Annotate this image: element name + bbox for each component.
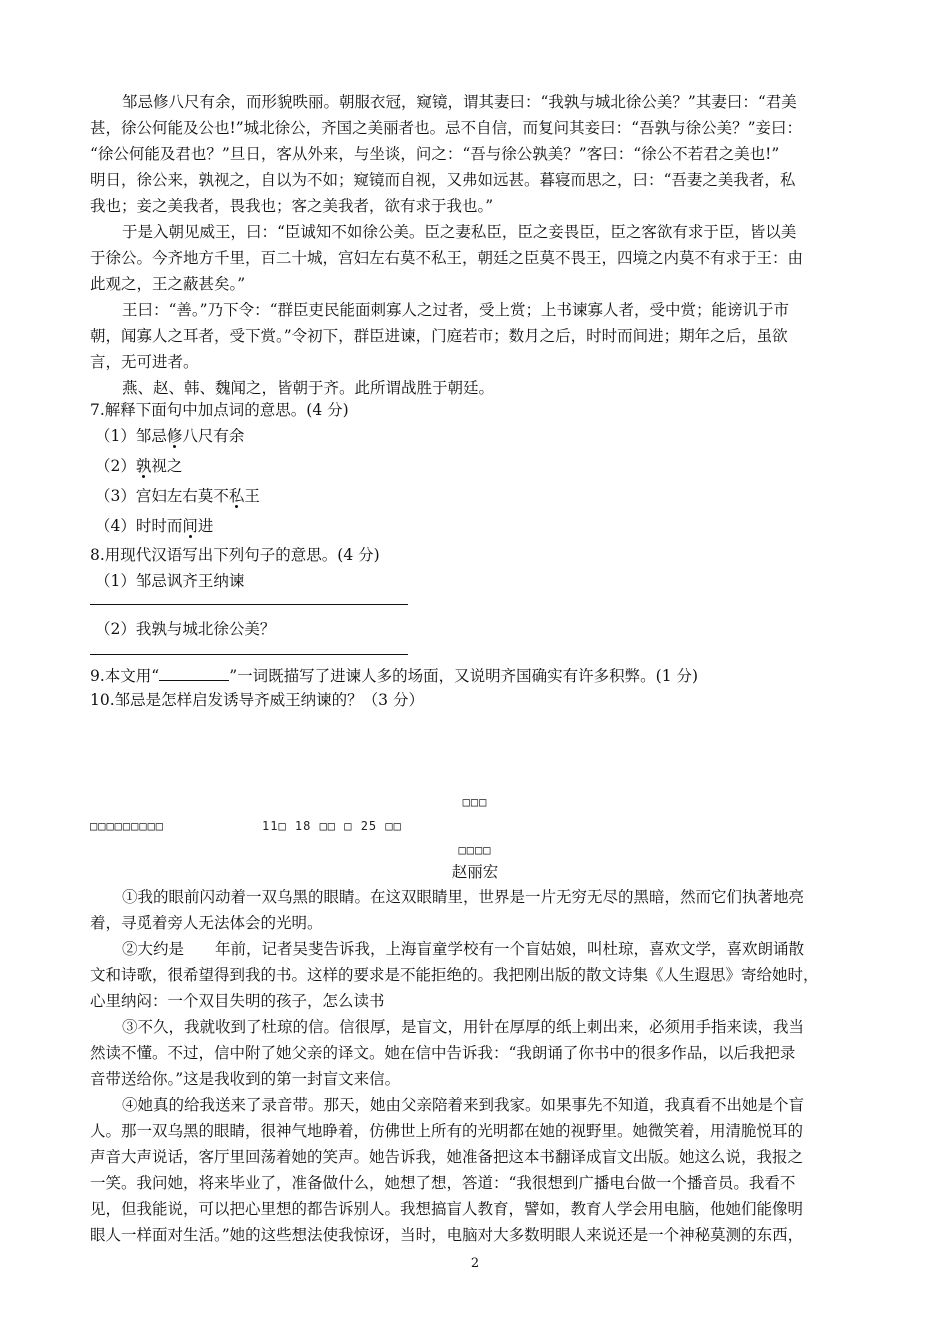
question-7-item-2: （2）孰视之: [95, 457, 183, 475]
question-7-title: 7.解释下面句中加点词的意思。(4 分): [90, 401, 349, 419]
essay-line: ①我的眼前闪动着一双乌黑的眼睛。在这双眼睛里，世界是一片无穷无尽的黑暗，然而它们执著地亮: [122, 888, 805, 906]
section-info-mid: 11□ 18 □□ □ 25 □□: [262, 819, 402, 833]
page-number: 2: [470, 1256, 480, 1271]
question-7-item-3: （3）宫妇左右莫不私王: [95, 487, 260, 505]
question-10: 10.邹忌是怎样启发诱导齐威王纳谏的？（3 分）: [90, 691, 424, 709]
question-8-item-2: （2）我孰与城北徐公美？: [95, 620, 276, 638]
passage-line: 此观之，王之蔽甚矣。”: [90, 275, 246, 293]
passage-line: 甚，徐公何能及公也!”城北徐公，齐国之美丽者也。忌不自信，而复问其妾曰：“吾孰与徐公美？”妾曰：: [90, 119, 803, 137]
fill-blank[interactable]: [159, 664, 229, 681]
passage-line: 燕、赵、韩、魏闻之，皆朝于齐。此所谓战胜于朝廷。: [122, 379, 495, 397]
question-7-item-1: （1）邹忌修八尺有余: [95, 427, 245, 445]
essay-line: 人。那一双乌黑的眼睛，很神气地睁着，仿佛世上所有的光明都在她的视野里。她微笑着，用清脆悦耳的: [90, 1122, 804, 1140]
section-info-left: □□□□□□□□□: [90, 819, 165, 833]
essay-line: ②大约是 年前，记者吴斐告诉我，上海盲童学校有一个盲姑娘，叫杜琼，喜欢文学，喜欢朗诵散: [122, 940, 805, 958]
essay-line: 眼人一样面对生活。”她的这些想法使我惊讶，当时，电脑对大多数明眼人来说还是一个神秘莫测的东西，: [90, 1226, 804, 1244]
dotted-word: 间: [182, 517, 198, 535]
passage-line: 于是入朝见威王，曰：“臣诚知不如徐公美。臣之妻私臣，臣之妾畏臣，臣之客欲有求于臣，皆以美: [122, 223, 797, 241]
answer-line[interactable]: [90, 654, 408, 655]
answer-line[interactable]: [90, 604, 408, 605]
dotted-word: 私: [228, 487, 245, 505]
dotted-word: 孰: [135, 457, 152, 475]
essay-line: 然读不懂。不过，信中附了她父亲的译文。她在信中告诉我：“我朗诵了你书中的很多作品，以后我把录: [90, 1044, 796, 1062]
passage-line: 于徐公。今齐地方千里，百二十城，宫妇左右莫不私王，朝廷之臣莫不畏王，四境之内莫不有求于王：由: [90, 249, 804, 267]
essay-line: 见，但我能说，可以把心里想的都告诉别人。我想搞盲人教育，譬如，教育人学会用电脑，他她们能像明: [90, 1200, 804, 1218]
essay-line: ③不久，我就收到了杜琼的信。信很厚，是盲文，用针在厚厚的纸上刺出来，必须用手指来读，我当: [122, 1018, 805, 1036]
passage-line: 朝，闻寡人之耳者，受下赏。”令初下，群臣进谏，门庭若市；数月之后，时时而间进；期年之后，虽欲: [90, 327, 788, 345]
question-8-title: 8.用现代汉语写出下列句子的意思。(4 分): [90, 546, 380, 564]
essay-line: 声音大声说话，客厅里回荡着她的笑声。她告诉我，她准备把这本书翻译成盲文出版。她这么说，我报之: [90, 1148, 804, 1166]
passage-line: 我也；妾之美我者，畏我也；客之美我者，欲有求于我也。”: [90, 197, 494, 215]
essay-line: 一笑。我问她，将来毕业了，准备做什么，她想了想，答道：“我很想到广播电台做一个播音员。我看不: [90, 1174, 796, 1192]
question-8-item-1: （1）邹忌讽齐王纳谏: [95, 572, 245, 590]
essay-line: 着，寻觅着旁人无法体会的光明。: [90, 914, 323, 932]
question-7-item-4: （4）时时而间进: [95, 517, 214, 535]
section-heading: □□□: [462, 795, 488, 809]
passage-line: 王曰：“善。”乃下令：“群臣吏民能面刺寡人之过者，受上赏；上书谏寡人者，受中赏；能谤讥于市: [122, 301, 790, 319]
passage-line: 邹忌修八尺有余，而形貌昳丽。朝服衣冠，窥镜，谓其妻曰：“我孰与城北徐公美？”其妻曰：“君美: [122, 93, 797, 111]
essay-title: □□□□: [458, 843, 492, 857]
passage-line: 言，无可进者。: [90, 353, 199, 371]
essay-line: 心里纳闷：一个双目失明的孩子，怎么读书: [90, 992, 385, 1010]
essay-author: 赵丽宏: [451, 863, 499, 881]
question-9: 9.本文用“ ”一词既描写了进谏人多的场面，又说明齐国确实有许多积弊。(1 分): [90, 664, 698, 688]
dotted-word: 修: [166, 427, 183, 445]
essay-line: 音带送给你。”这是我收到的第一封盲文来信。: [90, 1070, 401, 1088]
passage-line: 明日，徐公来，孰视之，自以为不如；窥镜而自视，又弗如远甚。暮寝而思之，曰：“吾妻之美我者，私: [90, 171, 796, 189]
essay-line: ④她真的给我送来了录音带。那天，她由父亲陪着来到我家。如果事先不知道，我真看不出她是个盲: [122, 1096, 805, 1114]
passage-line: “徐公何能及君也？”旦日，客从外来，与坐谈，问之：“吾与徐公孰美？”客曰：“徐公不若君之美也!”: [90, 145, 780, 163]
essay-line: 文和诗歌，很希望得到我的书。这样的要求是不能拒绝的。我把刚出版的散文诗集《人生遐思》寄给她时，: [90, 966, 819, 984]
